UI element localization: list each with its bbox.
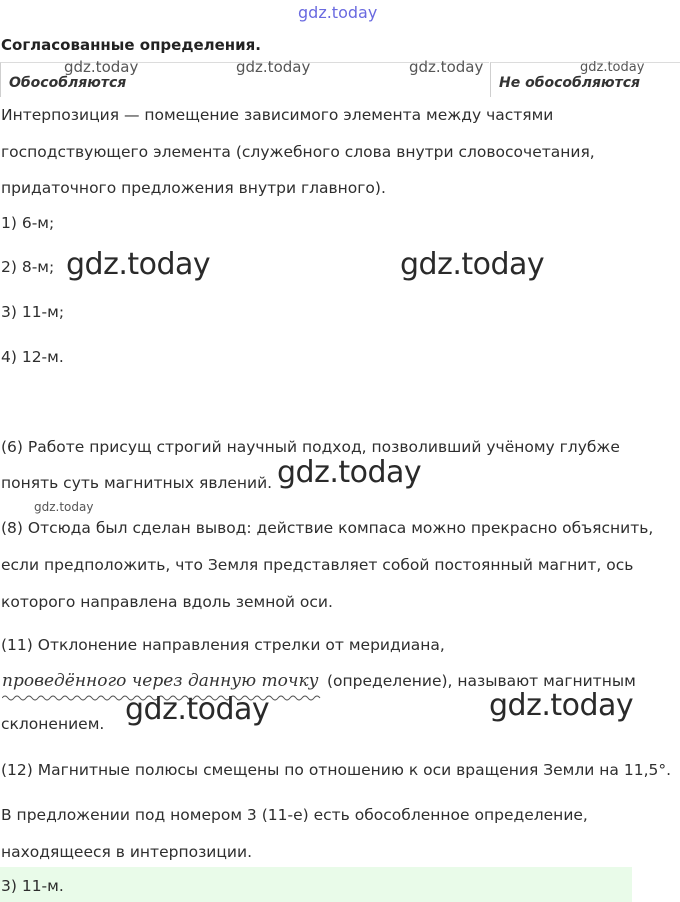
watermark-big-5: gdz.today [489, 688, 634, 723]
answer-highlight [0, 867, 632, 902]
sentence-8-line-3: которого направлена вдоль земной оси. [1, 593, 333, 611]
table-label-isolated: Обособляются [9, 75, 127, 91]
watermark-big-3: gdz.today [277, 455, 422, 490]
watermark-big-2: gdz.today [400, 247, 545, 282]
sentence-8-line-1: (8) Отсюда был сделан вывод: действие компаса можно прекрасно объяснить, [1, 519, 654, 537]
sentence-11-line-1: (11) Отклонение направления стрелки от меридиана, [1, 636, 445, 654]
watermark-small-s8: gdz.today [34, 500, 94, 514]
watermark-table-3: gdz.today [409, 58, 484, 76]
watermark-big-1: gdz.today [66, 247, 211, 282]
section-title: Согласованные определения. [1, 36, 261, 54]
definition-line-3: придаточного предложения внутри главного). [1, 179, 386, 197]
option-1: 1) 6-м; [1, 214, 55, 232]
sentence-8-line-2: если предположить, что Земля представляет собой постоянный магнит, ось [1, 556, 634, 574]
watermark-table-1: gdz.today [64, 58, 139, 76]
conclusion-line-2: находящееся в интерпозиции. [1, 843, 253, 861]
definition-line-2: господствующего элемента (служебного слова внутри словосочетания, [1, 143, 595, 161]
watermark-table-4: gdz.today [580, 60, 645, 75]
sentence-6-line-2: понять суть магнитных явлений. [1, 474, 273, 492]
option-3: 3) 11-м; [1, 303, 65, 321]
definition-line-1: Интерпозиция — помещение зависимого элемента между частями [1, 106, 554, 124]
sentence-11-participial-phrase: проведённого через данную точку [2, 671, 319, 691]
option-2: 2) 8-м; [1, 258, 55, 276]
sentence-11-line-3: склонением. [1, 715, 105, 733]
watermark-top: gdz.today [298, 3, 378, 22]
sentence-11-line-2-rest: (определение), называют магнитным [327, 672, 636, 690]
option-4: 4) 12-м. [1, 348, 64, 366]
watermark-big-4: gdz.today [125, 692, 270, 727]
answer: 3) 11-м. [1, 877, 64, 895]
sentence-12: (12) Магнитные полюсы смещены по отношению к оси вращения Земли на 11,5°. [1, 761, 672, 779]
table-label-not-isolated: Не обособляются [499, 75, 641, 91]
conclusion-line-1: В предложении под номером 3 (11-е) есть обособленное определение, [1, 806, 588, 824]
sentence-6-line-1: (6) Работе присущ строгий научный подход, позволивший учёному глубже [1, 438, 620, 456]
watermark-table-2: gdz.today [236, 58, 311, 76]
